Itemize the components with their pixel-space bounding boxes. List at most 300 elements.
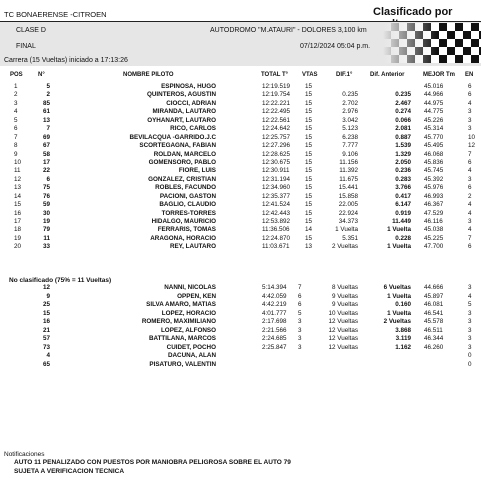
table-row bbox=[0, 184, 481, 192]
laps-cell: 6 bbox=[298, 301, 302, 309]
position-cell: 14 bbox=[14, 192, 22, 200]
gap-first-cell: 12 Vueltas bbox=[328, 318, 358, 326]
gap-previous-cell: 1.162 bbox=[395, 343, 411, 351]
best-lap-cell: 45.836 bbox=[424, 158, 444, 166]
laps-cell: 15 bbox=[305, 150, 313, 158]
laps-cell: 15 bbox=[305, 209, 313, 217]
gap-previous-cell: 0.236 bbox=[395, 167, 411, 175]
car-number-cell: 33 bbox=[42, 243, 50, 251]
table-row bbox=[0, 235, 481, 243]
best-lap-cell: 47.700 bbox=[424, 243, 444, 251]
laps-cell: 3 bbox=[298, 318, 302, 326]
car-number-cell: 13 bbox=[42, 116, 50, 124]
gap-previous-cell: 0.887 bbox=[395, 133, 411, 141]
best-lap-cell: 44.966 bbox=[424, 91, 444, 99]
gap-previous-cell: 2.050 bbox=[395, 158, 411, 166]
gap-previous-cell: 0.283 bbox=[395, 175, 411, 183]
laps-cell: 15 bbox=[305, 175, 313, 183]
classified-table bbox=[0, 83, 481, 252]
gap-previous-cell: 3.868 bbox=[395, 326, 411, 334]
driver-name-cell: FIORE, LUIS bbox=[178, 167, 216, 175]
driver-name-cell: ROBLES, FACUNDO bbox=[155, 184, 216, 192]
position-cell: 20 bbox=[14, 243, 22, 251]
driver-name-cell: PACIONI, GASTON bbox=[159, 192, 216, 200]
laps-cell: 15 bbox=[305, 192, 313, 200]
best-lap-number-cell: 0 bbox=[468, 360, 472, 368]
car-number-cell: 30 bbox=[42, 209, 50, 217]
gap-first-cell: 2 Vueltas bbox=[331, 243, 358, 251]
best-lap-cell: 45.016 bbox=[424, 83, 444, 90]
driver-name-cell: SCORTEGAGNA, FABIAN bbox=[139, 142, 216, 150]
col-en: EN bbox=[465, 72, 474, 78]
gap-first-cell: 9.106 bbox=[342, 150, 358, 158]
total-time-cell: 12:19.754 bbox=[262, 91, 291, 99]
position-cell: 8 bbox=[14, 142, 18, 150]
best-lap-cell: 46.116 bbox=[424, 218, 443, 225]
table-row bbox=[0, 335, 481, 344]
car-number-cell: 79 bbox=[42, 226, 50, 234]
driver-name-cell: GONZALEZ, CRISTIAN bbox=[148, 175, 216, 183]
best-lap-number-cell: 6 bbox=[468, 184, 472, 192]
position-cell: 11 bbox=[14, 167, 21, 175]
gap-first-cell: 11.675 bbox=[339, 175, 358, 183]
table-row bbox=[0, 100, 481, 108]
driver-name-cell: LOPEZ, ALFONSO bbox=[160, 326, 216, 334]
gap-previous-cell: 1.329 bbox=[395, 150, 411, 158]
total-time-cell: 4:42.059 bbox=[262, 292, 287, 300]
driver-name-cell: ARAGONA, HORACIO bbox=[150, 234, 216, 242]
driver-name-cell: BATTILANA, MARCOS bbox=[148, 335, 216, 343]
best-lap-cell: 47.529 bbox=[424, 209, 444, 217]
laps-cell: 5 bbox=[298, 309, 302, 317]
gap-first-cell: 10 Vueltas bbox=[328, 309, 358, 317]
car-number-cell: 58 bbox=[42, 150, 50, 158]
car-number-cell: 9 bbox=[46, 292, 50, 300]
laps-cell: 15 bbox=[305, 158, 313, 166]
total-time-cell: 2:21.566 bbox=[262, 326, 287, 334]
driver-name-cell: OYHANART, LAUTARO bbox=[147, 116, 216, 124]
gap-first-cell: 12 Vueltas bbox=[328, 326, 358, 334]
table-row bbox=[0, 108, 481, 116]
laps-cell: 6 bbox=[298, 292, 302, 300]
total-time-cell: 12:30.911 bbox=[262, 167, 290, 175]
gap-first-cell: 6.238 bbox=[342, 133, 358, 141]
total-time-cell: 12:31.194 bbox=[262, 175, 291, 183]
total-time-cell: 12:35.377 bbox=[262, 192, 291, 200]
driver-name-cell: CIOCCI, ADRIAN bbox=[166, 99, 216, 107]
position-cell: 10 bbox=[14, 158, 22, 166]
car-number-cell: 25 bbox=[42, 301, 50, 309]
best-lap-number-cell: 10 bbox=[468, 133, 476, 141]
driver-name-cell: OPPEN, KEN bbox=[177, 292, 216, 300]
car-number-cell: 65 bbox=[42, 360, 50, 368]
total-time-cell: 11:03.671 bbox=[262, 243, 290, 251]
laps-cell: 15 bbox=[305, 91, 313, 99]
table-row bbox=[0, 83, 481, 91]
best-lap-cell: 46.068 bbox=[424, 150, 444, 158]
driver-name-cell: LOPEZ, HORACIO bbox=[161, 309, 216, 317]
gap-previous-cell: 11.449 bbox=[392, 218, 411, 225]
not-classified-title: No clasificado (75% = 11 Vueltas) bbox=[9, 277, 112, 284]
gap-first-cell: 22.924 bbox=[338, 209, 358, 217]
driver-name-cell: HIDALGO, MAURICIO bbox=[151, 218, 216, 225]
car-number-cell: 69 bbox=[42, 133, 50, 141]
gap-first-cell: 5.351 bbox=[342, 234, 358, 242]
gap-previous-cell: 0.160 bbox=[395, 301, 411, 309]
best-lap-cell: 46.993 bbox=[424, 192, 444, 200]
best-lap-cell: 45.578 bbox=[424, 318, 444, 326]
car-number-cell: 11 bbox=[43, 234, 50, 242]
best-lap-number-cell: 4 bbox=[468, 209, 472, 217]
car-number-cell: 15 bbox=[42, 309, 50, 317]
note-line: SUJETA A VERIFICACION TECNICA bbox=[14, 468, 125, 475]
position-cell: 4 bbox=[14, 108, 18, 116]
best-lap-cell: 45.038 bbox=[424, 226, 444, 234]
best-lap-number-cell: 4 bbox=[468, 226, 472, 234]
laps-cell: 15 bbox=[305, 184, 313, 192]
best-lap-number-cell: 3 bbox=[468, 343, 472, 351]
laps-cell: 3 bbox=[298, 343, 302, 351]
gap-previous-cell: 0.417 bbox=[395, 192, 411, 200]
table-row bbox=[0, 293, 481, 302]
gap-previous-cell: 6.147 bbox=[395, 201, 411, 209]
laps-cell: 15 bbox=[305, 142, 313, 150]
total-time-cell: 12:27.296 bbox=[262, 142, 291, 150]
car-number-cell: 67 bbox=[42, 142, 50, 150]
car-number-cell: 17 bbox=[42, 158, 50, 166]
best-lap-number-cell: 3 bbox=[468, 175, 472, 183]
col-best: MEJOR Tm bbox=[423, 72, 456, 78]
car-number-cell: 4 bbox=[46, 352, 50, 360]
table-row bbox=[0, 159, 481, 167]
driver-name-cell: QUINTEROS, AGUSTIN bbox=[146, 91, 216, 99]
notes-label: Notificaciones bbox=[4, 451, 45, 458]
gap-previous-cell: 0.228 bbox=[395, 234, 411, 242]
car-number-cell: 73 bbox=[42, 343, 50, 351]
best-lap-cell: 45.495 bbox=[424, 142, 444, 150]
best-lap-cell: 46.541 bbox=[424, 309, 444, 317]
best-lap-number-cell: 3 bbox=[468, 125, 472, 133]
driver-name-cell: MIRANDA, LAUTARO bbox=[152, 108, 216, 116]
best-lap-number-cell: 4 bbox=[468, 201, 472, 209]
car-number-cell: 76 bbox=[42, 192, 50, 200]
col-time: TOTAL T° bbox=[261, 72, 289, 78]
best-lap-number-cell: 3 bbox=[468, 326, 472, 334]
best-lap-cell: 44.666 bbox=[424, 284, 444, 291]
best-lap-number-cell: 3 bbox=[468, 116, 472, 124]
table-row bbox=[0, 201, 481, 209]
best-lap-cell: 45.976 bbox=[424, 184, 444, 192]
circuit-label: AUTODROMO "M.ATAURI" - DOLORES 3,100 km bbox=[210, 27, 367, 34]
table-row bbox=[0, 318, 481, 327]
driver-name-cell: DACUNA, ALAN bbox=[167, 352, 216, 360]
car-number-cell: 19 bbox=[42, 218, 50, 225]
laps-cell: 15 bbox=[305, 234, 313, 242]
table-row bbox=[0, 134, 481, 142]
table-row bbox=[0, 344, 481, 353]
gap-previous-cell: 1 Vuelta bbox=[387, 243, 411, 251]
driver-name-cell: TORRES-TORRES bbox=[161, 209, 216, 217]
car-number-cell: 5 bbox=[46, 83, 50, 90]
total-time-cell: 12:22.561 bbox=[262, 116, 291, 124]
best-lap-cell: 45.226 bbox=[424, 116, 444, 124]
table-row bbox=[0, 218, 481, 226]
driver-name-cell: BEVILACQUA -GARRIDO.J.C bbox=[129, 133, 216, 141]
col-dif1: DIF.1° bbox=[336, 72, 353, 78]
car-number-cell: 12 bbox=[42, 284, 50, 291]
gap-first-cell: 2.702 bbox=[342, 99, 358, 107]
gap-previous-cell: 0.066 bbox=[395, 116, 411, 124]
laps-cell: 15 bbox=[305, 125, 313, 133]
gap-first-cell: 11.392 bbox=[339, 167, 358, 175]
gap-first-cell: 2.976 bbox=[342, 108, 358, 116]
gap-first-cell: 9 Vueltas bbox=[331, 301, 358, 309]
best-lap-cell: 45.897 bbox=[424, 292, 444, 300]
table-row bbox=[0, 226, 481, 234]
gap-previous-cell: 0.274 bbox=[395, 108, 411, 116]
laps-cell: 14 bbox=[305, 226, 313, 234]
car-number-cell: 59 bbox=[42, 201, 50, 209]
table-row bbox=[0, 210, 481, 218]
table-row bbox=[0, 327, 481, 336]
gap-previous-cell: 2.081 bbox=[395, 125, 411, 133]
document-type: Clasificado por bbox=[373, 6, 453, 18]
position-cell: 3 bbox=[14, 99, 18, 107]
car-number-cell: 7 bbox=[46, 125, 50, 133]
best-lap-cell: 46.081 bbox=[424, 301, 444, 309]
driver-name-cell: FERRARIS, TOMAS bbox=[157, 226, 216, 234]
gap-previous-cell: 2 Vueltas bbox=[383, 318, 411, 326]
gap-previous-cell: 1 Vuelta bbox=[387, 292, 411, 300]
table-row bbox=[0, 361, 481, 370]
best-lap-cell: 45.314 bbox=[424, 125, 444, 133]
laps-cell: 15 bbox=[305, 167, 313, 175]
total-time-cell: 12:41.524 bbox=[262, 201, 291, 209]
gap-previous-cell: 0.235 bbox=[395, 91, 411, 99]
best-lap-cell: 45.770 bbox=[424, 133, 444, 141]
table-row bbox=[0, 352, 481, 361]
table-row bbox=[0, 193, 481, 201]
col-num: N° bbox=[38, 72, 45, 78]
position-cell: 19 bbox=[14, 234, 22, 242]
best-lap-number-cell: 3 bbox=[468, 309, 472, 317]
date-label: 07/12/2024 05:04 p.m. bbox=[300, 43, 371, 50]
class-label: CLASE D bbox=[16, 27, 46, 34]
gap-first-cell: 15.441 bbox=[338, 184, 358, 192]
laps-cell: 15 bbox=[305, 108, 313, 116]
position-cell: 15 bbox=[14, 201, 22, 209]
car-number-cell: 16 bbox=[42, 318, 50, 326]
position-cell: 16 bbox=[14, 209, 22, 217]
note-line: AUTO 11 PENALIZADO CON PUESTOS POR MANIOBRA PELIGROSA SOBRE EL AUTO 79 bbox=[14, 459, 291, 466]
laps-cell: 15 bbox=[305, 133, 313, 141]
laps-cell: 3 bbox=[298, 326, 302, 334]
best-lap-number-cell: 3 bbox=[468, 318, 472, 326]
gap-first-cell: 0.235 bbox=[342, 91, 358, 99]
laps-cell: 15 bbox=[305, 83, 313, 90]
gap-first-cell: 7.777 bbox=[342, 142, 358, 150]
best-lap-number-cell: 4 bbox=[468, 292, 472, 300]
gap-previous-cell: 6 Vueltas bbox=[383, 284, 411, 291]
driver-name-cell: BAGLIO, CLAUDIO bbox=[159, 201, 216, 209]
total-time-cell: 11:36.506 bbox=[262, 226, 290, 234]
laps-cell: 15 bbox=[305, 201, 313, 209]
best-lap-number-cell: 6 bbox=[468, 158, 472, 166]
best-lap-number-cell: 6 bbox=[468, 243, 472, 251]
total-time-cell: 12:24.642 bbox=[262, 125, 291, 133]
car-number-cell: 22 bbox=[42, 167, 50, 175]
total-time-cell: 12:25.757 bbox=[262, 133, 291, 141]
driver-name-cell: NANNI, NICOLAS bbox=[164, 284, 216, 291]
gap-first-cell: 15.858 bbox=[338, 192, 358, 200]
car-number-cell: 21 bbox=[42, 326, 50, 334]
driver-name-cell: CUIDET, POCHO bbox=[166, 343, 216, 351]
table-row bbox=[0, 243, 481, 251]
gap-first-cell: 11.156 bbox=[339, 158, 358, 166]
gap-first-cell: 34.373 bbox=[338, 218, 358, 225]
position-cell: 1 bbox=[14, 83, 18, 90]
table-row bbox=[0, 117, 481, 125]
best-lap-number-cell: 5 bbox=[468, 301, 472, 309]
table-row bbox=[0, 310, 481, 319]
gap-previous-cell: 0.919 bbox=[395, 209, 411, 217]
driver-name-cell: ROMERO, MAXIMILIANO bbox=[141, 318, 216, 326]
table-row bbox=[0, 301, 481, 310]
total-time-cell: 12:24.870 bbox=[262, 234, 291, 242]
gap-first-cell: 3.042 bbox=[342, 116, 358, 124]
best-lap-number-cell: 12 bbox=[468, 142, 476, 150]
position-cell: 13 bbox=[14, 184, 22, 192]
best-lap-cell: 44.975 bbox=[424, 99, 444, 107]
col-name: NOMBRE PILOTO bbox=[123, 72, 174, 78]
total-time-cell: 12:34.960 bbox=[262, 184, 291, 192]
table-row bbox=[0, 91, 481, 99]
gap-previous-cell: 1 Vuelta bbox=[387, 226, 411, 234]
position-cell: 9 bbox=[14, 150, 18, 158]
gap-previous-cell: 1 Vuelta bbox=[387, 309, 411, 317]
driver-name-cell: PISATURO, VALENTIN bbox=[149, 360, 216, 368]
col-laps: VTAS bbox=[302, 72, 318, 78]
driver-name-cell: RICO, CARLOS bbox=[170, 125, 216, 133]
total-time-cell: 2:17.698 bbox=[262, 318, 287, 326]
checkered-flag-graphic bbox=[383, 23, 481, 63]
total-time-cell: 12:53.892 bbox=[262, 218, 291, 225]
gap-first-cell: 1 Vuelta bbox=[335, 226, 358, 234]
best-lap-number-cell: 4 bbox=[468, 99, 472, 107]
best-lap-number-cell: 4 bbox=[468, 167, 472, 175]
gap-first-cell: 8 Vueltas bbox=[331, 284, 358, 291]
total-time-cell: 2:25.847 bbox=[262, 343, 287, 351]
table-row bbox=[0, 142, 481, 150]
gap-first-cell: 9 Vueltas bbox=[331, 292, 358, 300]
race-info: Carrera (15 Vueltas) iniciado a 17:13:26 bbox=[4, 57, 128, 64]
best-lap-number-cell: 3 bbox=[468, 108, 472, 116]
gap-first-cell: 12 Vueltas bbox=[328, 335, 358, 343]
total-time-cell: 12:19.519 bbox=[262, 83, 291, 90]
session-label: FINAL bbox=[16, 43, 36, 50]
best-lap-number-cell: 3 bbox=[468, 218, 472, 225]
gap-previous-cell: 3.119 bbox=[395, 335, 411, 343]
position-cell: 6 bbox=[14, 125, 18, 133]
total-time-cell: 5:14.394 bbox=[262, 284, 287, 291]
table-row bbox=[0, 167, 481, 175]
best-lap-number-cell: 0 bbox=[468, 352, 472, 360]
best-lap-number-cell: 6 bbox=[468, 83, 472, 90]
best-lap-number-cell: 7 bbox=[468, 234, 472, 242]
driver-name-cell: SILVA AMARO, MATIAS bbox=[146, 301, 216, 309]
position-cell: 2 bbox=[14, 91, 18, 99]
best-lap-number-cell: 7 bbox=[468, 150, 472, 158]
car-number-cell: 6 bbox=[46, 175, 50, 183]
table-row bbox=[0, 176, 481, 184]
gap-previous-cell: 1.539 bbox=[395, 142, 411, 150]
not-classified-table bbox=[0, 284, 481, 369]
gap-first-cell: 5.123 bbox=[342, 125, 358, 133]
car-number-cell: 75 bbox=[42, 184, 50, 192]
best-lap-number-cell: 2 bbox=[468, 192, 472, 200]
col-pos: POS bbox=[10, 72, 23, 78]
best-lap-number-cell: 6 bbox=[468, 91, 472, 99]
best-lap-cell: 44.775 bbox=[424, 108, 444, 116]
best-lap-cell: 46.344 bbox=[424, 335, 444, 343]
best-lap-number-cell: 3 bbox=[468, 284, 472, 291]
car-number-cell: 61 bbox=[42, 108, 50, 116]
driver-name-cell: ESPINOSA, HUGO bbox=[161, 83, 216, 90]
total-time-cell: 12:42.443 bbox=[262, 209, 291, 217]
best-lap-cell: 46.367 bbox=[424, 201, 444, 209]
column-header-row bbox=[0, 72, 481, 82]
best-lap-cell: 45.745 bbox=[424, 167, 444, 175]
car-number-cell: 2 bbox=[46, 91, 50, 99]
total-time-cell: 12:22.221 bbox=[262, 99, 291, 107]
category-title: TC BONAERENSE -CITROEN bbox=[4, 10, 107, 19]
best-lap-cell: 46.511 bbox=[424, 326, 443, 334]
best-lap-number-cell: 3 bbox=[468, 335, 472, 343]
table-row bbox=[0, 125, 481, 133]
car-number-cell: 57 bbox=[42, 335, 50, 343]
best-lap-cell: 46.260 bbox=[424, 343, 444, 351]
gap-previous-cell: 2.467 bbox=[395, 99, 411, 107]
driver-name-cell: REY, LAUTARO bbox=[169, 243, 216, 251]
total-time-cell: 4:42.219 bbox=[262, 301, 287, 309]
col-dif-anterior: Dif. Anterior bbox=[370, 72, 405, 78]
laps-cell: 7 bbox=[298, 284, 302, 291]
gap-first-cell: 12 Vueltas bbox=[328, 343, 358, 351]
total-time-cell: 12:22.495 bbox=[262, 108, 291, 116]
best-lap-cell: 45.225 bbox=[424, 234, 444, 242]
driver-name-cell: GOMENSORO, PABLO bbox=[148, 158, 216, 166]
laps-cell: 13 bbox=[305, 243, 313, 251]
total-time-cell: 2:24.685 bbox=[262, 335, 287, 343]
position-cell: 7 bbox=[14, 133, 18, 141]
position-cell: 12 bbox=[14, 175, 22, 183]
table-row bbox=[0, 151, 481, 159]
laps-cell: 15 bbox=[305, 218, 313, 225]
laps-cell: 15 bbox=[305, 99, 313, 107]
gap-first-cell: 22.005 bbox=[338, 201, 358, 209]
position-cell: 5 bbox=[14, 116, 18, 124]
laps-cell: 3 bbox=[298, 335, 302, 343]
total-time-cell: 4:01.777 bbox=[262, 309, 287, 317]
car-number-cell: 85 bbox=[42, 99, 50, 107]
total-time-cell: 12:30.675 bbox=[262, 158, 291, 166]
best-lap-cell: 45.392 bbox=[424, 175, 444, 183]
table-row bbox=[0, 284, 481, 293]
laps-cell: 15 bbox=[305, 116, 313, 124]
total-time-cell: 12:28.625 bbox=[262, 150, 291, 158]
position-cell: 18 bbox=[14, 226, 22, 234]
driver-name-cell: ROLDAN, MARCELO bbox=[153, 150, 216, 158]
